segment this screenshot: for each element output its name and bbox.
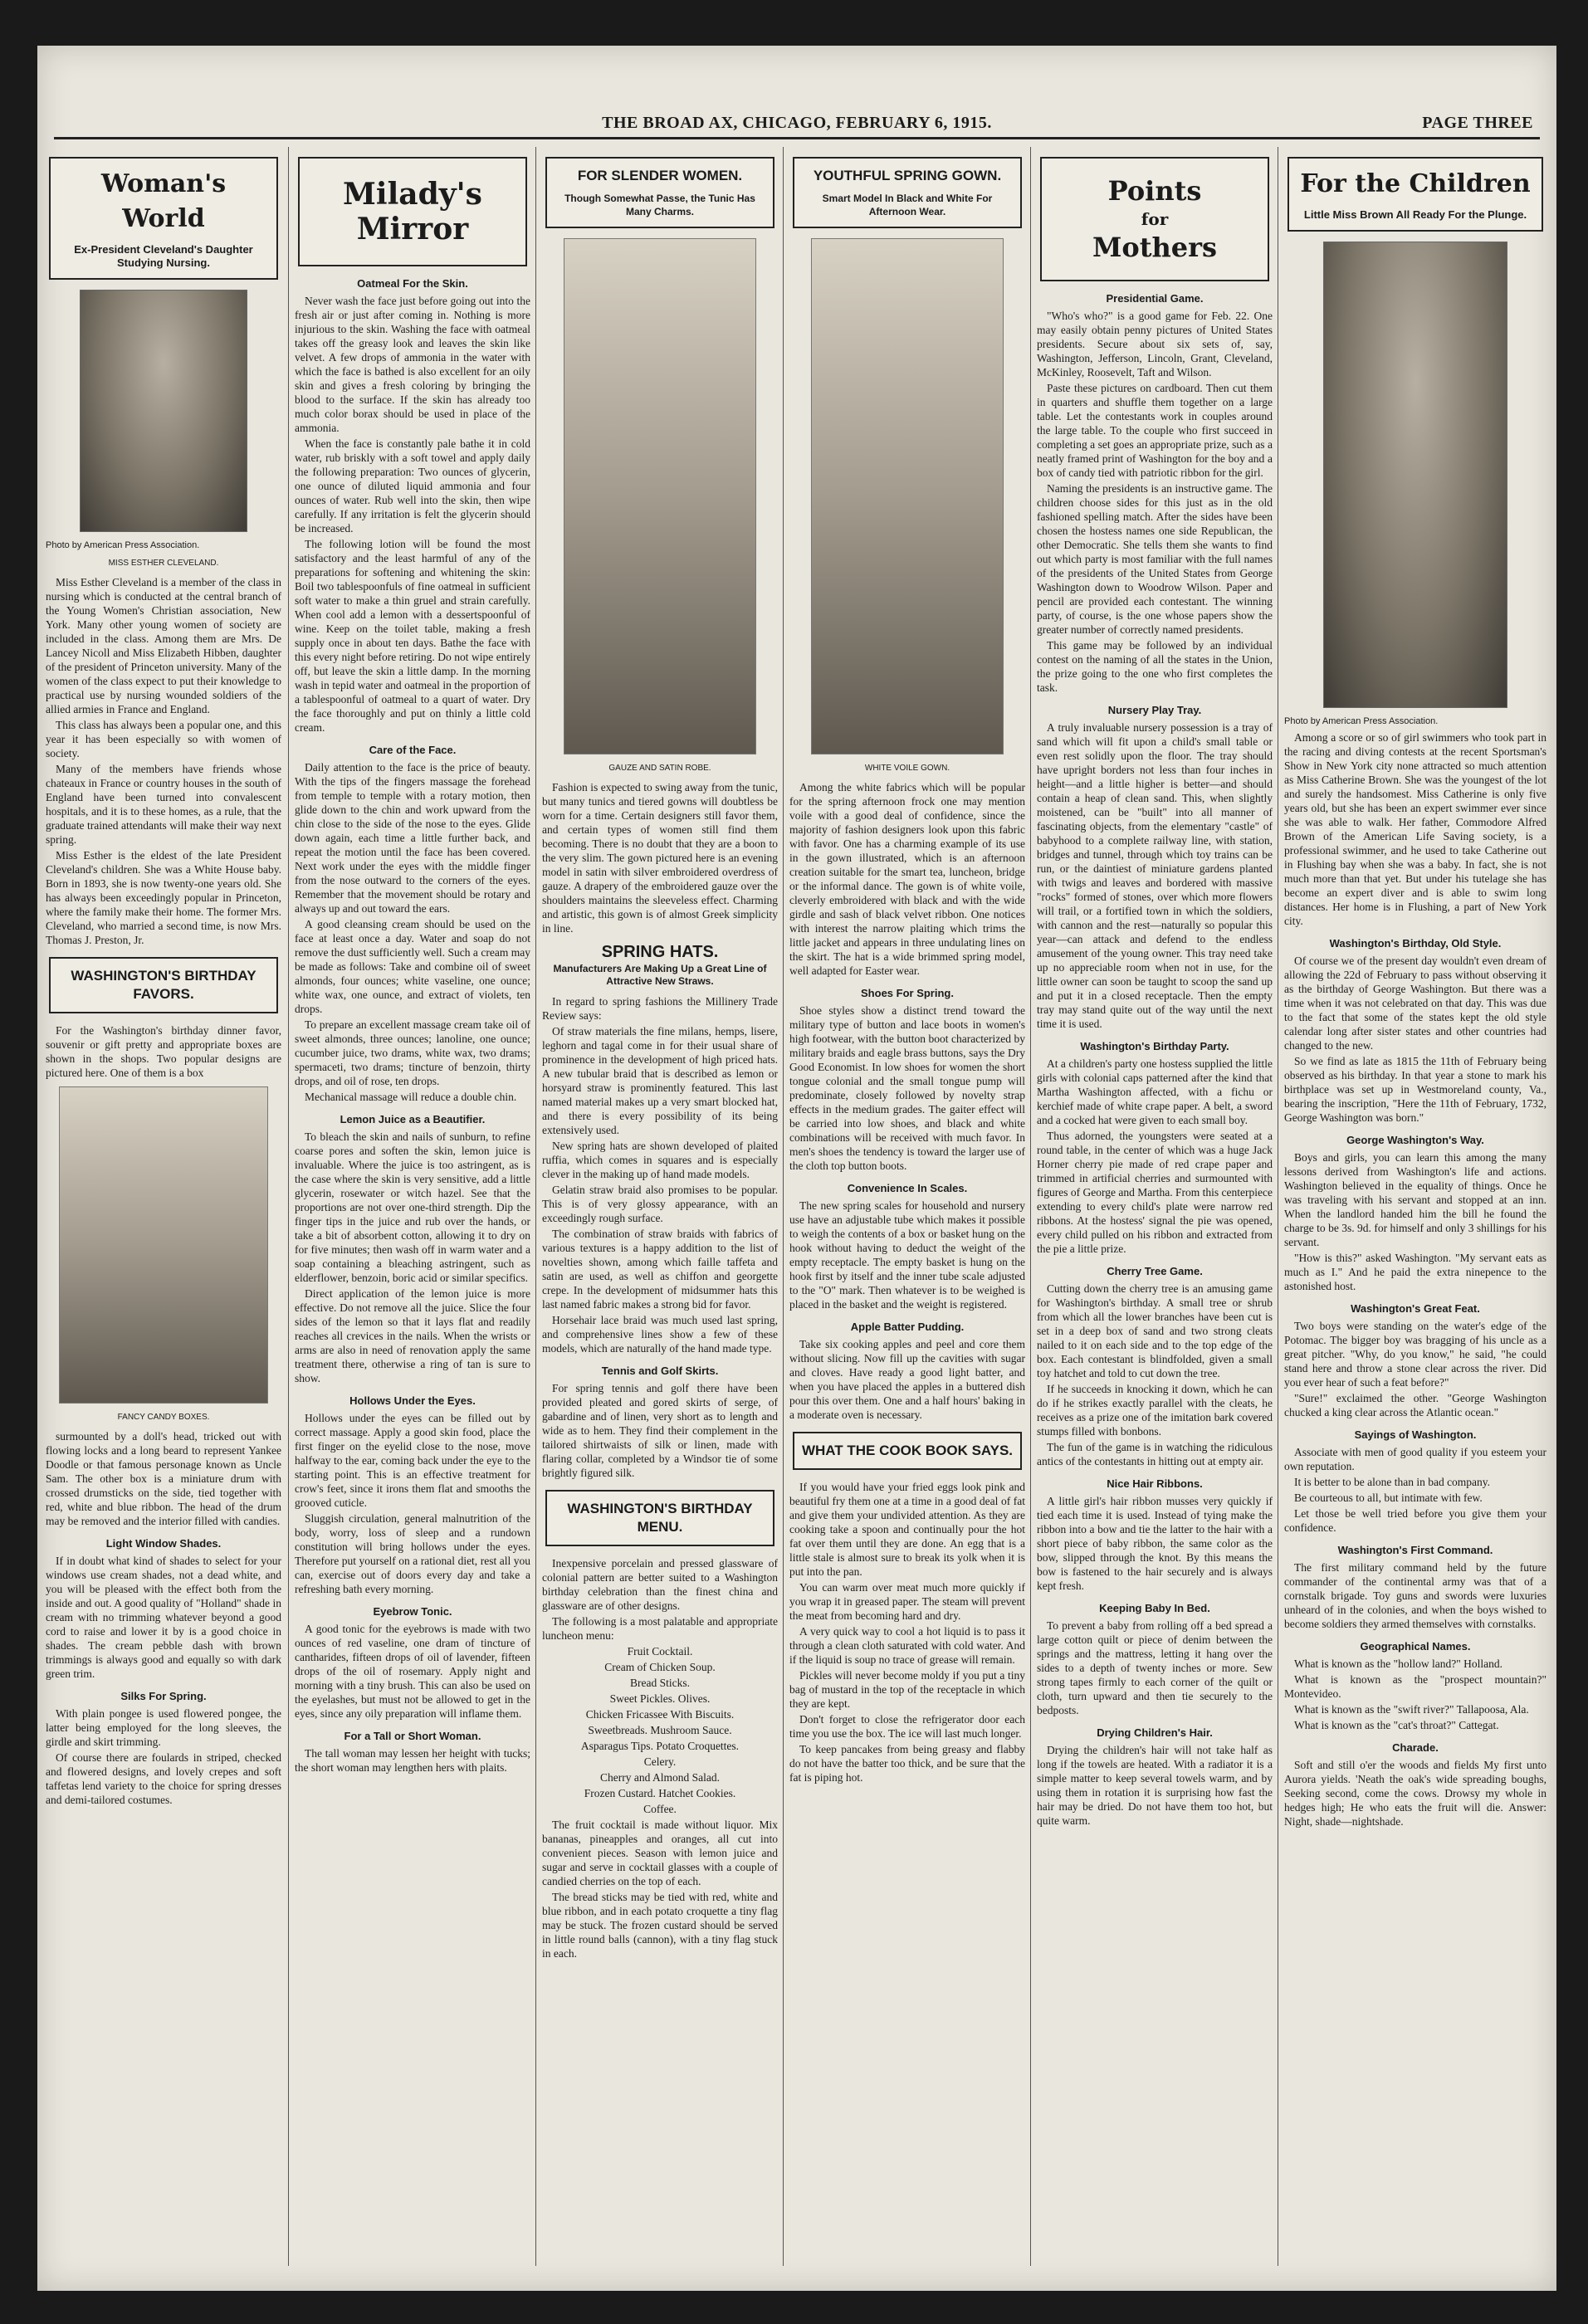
paragraph: Mechanical massage will reduce a double chin. (305, 1091, 517, 1103)
paragraph: The new spring scales for household and nursery use have an adjustable tube which makes it possible to weigh the contents of a box or basket hung on the hook without having to deduct the weight of the empty receptacle. The empty basket is hung on the hook first by itself and the inner tube scale adjusted to the "O" mark. Then whatever is to be weighed is placed in the basket and the weight is registered. (789, 1199, 1025, 1311)
paragraph: "Sure!" exclaimed the other. "George Washington chucked a king clear across the Atlantic ocean." (1284, 1392, 1546, 1418)
figure-caption: WHITE VOILE GOWN. (864, 764, 950, 773)
section-subtitle: Smart Model In Black and White For Afternoon Wear. (822, 193, 993, 217)
section-title: FOR SLENDER WOMEN. (577, 168, 743, 183)
column-youthful-spring-gown (789, 147, 1025, 2274)
photo-credit: Photo by American Press Association. (46, 540, 200, 550)
paragraph: Many of the members have friends whose chateaux in France or country houses in the south of England have been turned into convalescent hospitals, and it is to these homes, as a rule, that the graduate trained attendants will make their way next spring. (46, 763, 281, 846)
paragraph: Boys and girls, you can learn this among the many lessons derived from Washington's life and actions. Washington believed in the equality of things. Once he was traveling with his servant and stopped at an inn. When the landlord handed him the bill he found the charge to be 3s. 9d. for himself and only 3 shillings for his servant. (1284, 1151, 1546, 1248)
paragraph: Direct application of the lemon juice is more effective. Do not remove all the juice. Slice the four sides of the lemon so that it lays flat and readily reaches all crevices in the nails. When the wrists or arms are also in need of renovation apply the same treatment there, otherwise a ring of tan is sure to show. (295, 1287, 530, 1384)
paragraph: Of course we of the present day wouldn't even dream of allowing the 22d of February to pass without observing it as the birthday of George Washington. But there was a time when it was not celebrated on that day. This was due to the fact that some of the states kept the old style calendar long after sister states and other countries had changed to the new. (1284, 954, 1546, 1052)
paragraph: To prepare an excellent massage cream take oil of sweet almonds, three ounces; lanoline, one ounce; cucumber juice, two drams, white wax, two drams; spermaceti, two drams; tincture of benzoin, thirty drops, and oil of rose, ten drops. (295, 1018, 530, 1087)
menu-item: Fruit Cocktail. (627, 1645, 693, 1658)
candy-boxes-illustration (59, 1086, 268, 1404)
subsection-heading: Lemon Juice as a Beautifier. (340, 1113, 486, 1125)
section-subtitle: Ex-President Cleveland's Daughter Studying Nursing. (74, 243, 253, 269)
paragraph: Soft and still o'er the woods and fields My first unto Aurora yields. 'Neath the oak's wide spreading boughs, Seeking second, come the cows. Drowsy my whole in hedges high; He who eats the fruit will die. Answer: Night, shade—nightshade. (1284, 1759, 1546, 1828)
header-box-cook-book (793, 1432, 1022, 1470)
paragraph: The combination of straw braids with fabrics of various textures is a happy addition to the list of novelties shown, among which faille taffeta and satin are used, as well as chiffon and georgette crepe. In the development of midsummer hats this last named fabric makes a strong bid for favor. (542, 1228, 778, 1311)
subsection-heading: Washington's Birthday Party. (1080, 1040, 1229, 1052)
paragraph: A very quick way to cool a hot liquid is to pass it through a clean cloth saturated with cold water. And if the liquid is soup no trace of grease will remain. (789, 1625, 1025, 1666)
subsection-heading: Drying Children's Hair. (1097, 1726, 1213, 1739)
section-title-line2: for (1141, 209, 1169, 229)
paragraph: Hollows under the eyes can be filled out by correct massage. Apply a good skin food, place the first finger on the eyelid close to the nose, move halfway to the ear, coming back under the eye to the starting point. This is an effective treatment for crow's feet, since it irons them flat and smooths the grooved cuticle. (295, 1412, 530, 1509)
column-slender-women (542, 147, 778, 2274)
paragraph: Never wash the face just before going out into the fresh air or just after coming in. Nothing is more injurious to the skin. Washing the face with oatmeal takes off the greasy look and leaves the skin like velvet. A few drops of ammonia in the water with which the face is bathed is also excellent for an oily skin and gives a fresh coloring by bringing the blood to the surface. If the skin has already too much color borax should be used in place of the ammonia. (295, 295, 530, 434)
subsection-heading: Geographical Names. (1360, 1640, 1471, 1653)
column-womans-world (46, 147, 281, 2274)
paragraph: If he succeeds in knocking it down, which he can do if he strikes exactly parallel with the cleats, he receives as a prize one of the imitation bark covered stumps filled with bonbons. (1037, 1383, 1273, 1438)
subsection-heading: Tennis and Golf Skirts. (601, 1365, 719, 1377)
section-title-line2: Mirror (356, 212, 469, 247)
column-rule (783, 147, 784, 2266)
paragraph: A little girl's hair ribbon musses very quickly if tied each time it is used. Instead of tying make the ribbon into a bow and tie the latter to the hair with a short piece of baby ribbon, the same color as the bow, slipped through the knot. By this means the bow is fastened to the hair securely and is always kept fresh. (1037, 1495, 1273, 1592)
paragraph: To bleach the skin and nails of sunburn, to refine coarse pores and soften the skin, lemon juice is invaluable. Where the juice is too astringent, as is the case where the skin is very sensitive, add a little glycerin, rosewater or witch hazel. See that the proportions are not over one-third strength. Dip the finger tips in the juice and rub over the hands, or take a bit of absorbent cotton, allowing it to dry on for five minutes; then wash off in warm water and a soap containing a bleaching astringent, such as elderflower, benzoin, boric acid or similar specifics. (295, 1130, 530, 1284)
page-number: PAGE THREE (1422, 114, 1533, 132)
paragraph: The first military command held by the future commander of the continental army was that of a cornstalk brigade. Toy guns and swords were luxuries unheard of in the colonies, and when the boys wished to become soldiers they armed themselves with cornstalks. (1284, 1561, 1546, 1630)
subsection-heading: Sayings of Washington. (1354, 1428, 1477, 1441)
subsection-heading: Apple Batter Pudding. (850, 1321, 965, 1333)
paragraph: When the face is constantly pale bathe it in cold water, rub briskly with a soft towel and apply daily the following preparation: Two ounces of glycerin, one ounce of diluted liquid ammonia and four ounces of water. Rub well into the skin, then wipe carefully. If any irritation is felt the glycerin should be increased. (295, 437, 530, 535)
masthead-title: THE BROAD AX, CHICAGO, FEBRUARY 6, 1915. (602, 114, 992, 132)
subsection-heading: Silks For Spring. (120, 1690, 207, 1702)
paragraph: "How is this?" asked Washington. "My servant eats as much as I." And he paid the extra ninepence to the astonished host. (1284, 1252, 1546, 1292)
paragraph: With plain pongee is used flowered pongee, the latter being employed for the long sleeves, the girdle and skirt trimming. (46, 1707, 281, 1748)
paragraph: New spring hats are shown developed of plaited ruffia, which comes in squares and is especially clever in the making up of hand made models. (542, 1140, 778, 1180)
paragraph: Thus adorned, the youngsters were seated at a round table, in the center of which was a huge Jack Horner cherry pie made of red crape paper and trimmed in artificial cherries and surmounted with figures of George and Martha. From this centerpiece extending to every child's plate were narrow red ribbons. At the hostess' signal the pie was opened, every child pulled on his ribbon and extracted from the pie a little prize. (1037, 1130, 1273, 1255)
paragraph: Naming the presidents is an instructive game. The children choose sides for this just as in the old fashioned spelling match. After the sides have been chosen the hostess names one side Republican, the other Democratic. She tells them she wants to find out which party is most familiar with the full names of the presidents of the United States from George Washington down to Woodrow Wilson. Paper and pencil are provided each contestant. The winning party, of course, is the one whose papers show the greater number of correctly named presidents. (1037, 482, 1273, 636)
paragraph: Sluggish circulation, general malnutrition of the body, worry, loss of sleep and a rundown constitution will bring hollows under the eyes. Therefore put yourself on a rational diet, rest all you can, exercise out of doors every day and take a refreshing bath every morning. (295, 1512, 530, 1595)
section-title: WHAT THE COOK BOOK SAYS. (801, 1443, 1014, 1458)
menu-item: Cherry and Almond Salad. (600, 1771, 720, 1784)
white-voile-gown-illustration (811, 238, 1004, 754)
subsection-heading: Nice Hair Ribbons. (1107, 1477, 1203, 1490)
menu-item: Celery. (643, 1755, 677, 1768)
paragraph: A truly invaluable nursery possession is a tray of sand which will fit upon a child's small table or even rest solidly upon the floor. The tray should have upright borders not less than four inches in height—and a little higher is better—and should contain a heap of clean sand. This, when slightly moistened, can be "built" into all manner of fascinating objects, from the elementary "castle" of babyhood to a complete railway line, with station, bridges and tunnel, through which toy trains can be run, or the daintiest of miniature gardens planted with twigs and leaves and bordered with massive "rocks" formed of stones, over which more flowers will trail, or a fortified town in which the soldiers, with cannon and the rest—naturally so popular this year—can attack and defend to the endless amusement of the young owner. This tray need take up no appreciable room when not in use, for the little owner can soon be taught to scoop the sand up and put it in a closed receptacle. Then the empty tray may stand quite out of the way until the next time it is used. (1037, 721, 1273, 1030)
section-title: WASHINGTON'S BIRTHDAY MENU. (567, 1501, 753, 1535)
paragraph: So we find as late as 1815 the 11th of February being observed as his birthday. In that year a stone to mark his birthplace was set up in Westmoreland county, Va., bearing the inscription, "Here the 11th of February, 1732, George Washington was born." (1284, 1055, 1546, 1124)
header-box-for-the-children (1288, 157, 1543, 232)
subsection-heading: Nursery Play Tray. (1107, 704, 1202, 716)
paragraph: Inexpensive porcelain and pressed glassware of colonial pattern are better suited to a Washington birthday celebration than the finest china and glassware are of other designs. (542, 1557, 778, 1612)
subsection-heading: Washington's First Command. (1337, 1544, 1493, 1556)
subsection-heading: Hollows Under the Eyes. (349, 1394, 476, 1407)
paragraph: This class has always been a popular one, and this year it has been especially so with women of society. (46, 719, 281, 759)
column-miladys-mirror (295, 147, 530, 2274)
subsection-heading: George Washington's Way. (1346, 1134, 1484, 1146)
swimmer-photo (1323, 242, 1507, 708)
subsection-heading: Oatmeal For the Skin. (357, 277, 468, 290)
column-rule (1030, 147, 1031, 2266)
subsection-heading: Shoes For Spring. (861, 987, 954, 999)
menu-item: Chicken Fricassee With Biscuits. (585, 1708, 735, 1721)
paragraph: Take six cooking apples and peel and core them without slicing. Now fill up the cavities with sugar and cloves. Have ready a good light batter, and when you have placed the apples in a buttered dish pour this over them. One and a half hours' baking in a moderate oven is necessary. (789, 1338, 1025, 1421)
paragraph: Two boys were standing on the water's edge of the Potomac. The bigger boy was bragging of his uncle as a great pitcher. "Why, do you know," he said, "he could stand here and throw a stone clear across the river. Did you ever hear of such a feat before?" (1284, 1320, 1546, 1389)
paragraph: Cutting down the cherry tree is an amusing game for Washington's birthday. A small tree or shrub from which all the lower branches have been cut is set in a deep box of sand and two strong cleats nailed to it on each side and to the top edge of the box. Each contestant is blindfolded, given a small toy hatchet and told to cut down the tree. (1037, 1282, 1273, 1379)
header-box-miladys-mirror (298, 157, 527, 266)
subsection-heading: Cherry Tree Game. (1107, 1265, 1203, 1277)
menu-item: Bread Sticks. (630, 1677, 690, 1689)
column-rule (535, 147, 536, 2266)
section-title-line1: Points (1107, 175, 1202, 207)
portrait-photo (80, 290, 247, 532)
header-box-birthday-menu (545, 1490, 774, 1546)
paragraph: At a children's party one hostess supplied the little girls with colonial caps patterned after the kind that Martha Washington affected, with a fichu or kerchief made of white crape paper. A belt, a sword and a cocked hat were given to each small boy. (1037, 1057, 1273, 1126)
section-title: WASHINGTON'S BIRTHDAY FAVORS. (71, 968, 257, 1002)
paragraph: A good cleansing cream should be used on the face at least once a day. Water and soap do not remove the dust sufficiently well. Such a cream may be made as follows: Take and combine oil of sweet almonds, four ounces; white vaseline, one ounce; white wax, one ounce, and extract of violets, ten drops. (295, 918, 530, 1015)
column-for-the-children (1284, 147, 1546, 2274)
paragraph: The following lotion will be found the most satisfactory and the least harmful of any of the preparations for softening and whitening the skin: Boil two tablespoonfuls of fine oatmeal in sufficient soft water to make a thin gruel and strain carefully. When cool add a lemon with a dessertspoonful of wine. Keep on the toilet table, making a fresh supply once in about ten days. Bathe the face with this every night before retiring. Do not wipe entirely off, but leave the skin a little damp. In the morning wash in tepid water and oatmeal in the proportion of a tablespoonful of oatmeal to a quart of water. Dry the face thoroughly and put on thinly a little cold cream. (295, 538, 530, 734)
gauze-satin-robe-illustration (564, 238, 756, 754)
paragraph: The following is a most palatable and appropriate luncheon menu: (542, 1615, 778, 1642)
paragraph: Drying the children's hair will not take half as long if the towels are heated. With a radiator it is a simple matter to keep several towels warm, and by using them in rotation it is surprising how fast the hair may be dried. Do not have them too hot, but quite warm. (1037, 1744, 1273, 1827)
paragraph: What is known as the "prospect mountain?" Montevideo. (1284, 1673, 1546, 1700)
paragraph: Fashion is expected to swing away from the tunic, but many tunics and tiered gowns will doubtless be worn for a time. Certain designers still favor them, and certain types of women still find them becoming. There is no doubt that they are a boon to the very slim. The gown pictured here is an evening model in satin with silver embroidered overdress of gauze. A drapery of the embroidered gauze over the shoulders maintains the sleeveless effect. Charming and artistic, this gown is of almost Greek simplicity in line. (542, 781, 778, 935)
paragraph: "Who's who?" is a good game for Feb. 22. One may easily obtain penny pictures of United States presidents. Secure about six sets of, say, Washington, Jefferson, Lincoln, Grant, Cleveland, McKinley, Roosevelt, Taft and Wilson. (1037, 310, 1273, 378)
paragraph: Among a score or so of girl swimmers who took part in the racing and diving contests at the recent Sportsman's Show in New York city none attracted so much attention as Miss Catherine Brown. She was the youngest of the lot and surely the handsomest. Miss Catherine is only five years old, but she has been an expert swimmer ever since she was able to walk. Her father, Commodore Alfred Brown of the American Life Saving society, is a professional swimmer, and he used to take Catherine out in Flushing bay when she was a baby. In fact, she is not much more than that yet. But under his tutelage she has become an expert diver and is able to swim long distances. Her home is in Flushing, a part of New York city. (1284, 731, 1546, 927)
paragraph: If in doubt what kind of shades to select for your windows use cream shades, not a dead white, and you will be pleased with the effect both from the inside and out. A good quality of "Holland" shade in cream with no trimming whatever beyond a good cord to raise and lower it by is a good choice in shades. The cream pebble dash with brown trimmings is always good and equally so with dark green trim. (46, 1555, 281, 1680)
paragraph: Paste these pictures on cardboard. Then cut them in quarters and shuffle them together on a large table. Let the contestants work in couples around the large table. To the couple who first succeed in completing a set goes an appropriate prize, such as a neatly framed print of Washington for the boy and a box of candy tied with patriotic ribbon for the girl. (1037, 382, 1273, 479)
paragraph: To keep pancakes from being greasy and flabby do not have the batter too thick, and be sure that the fat is piping hot. (789, 1743, 1025, 1784)
header-box-points-for-mothers (1040, 157, 1269, 281)
menu-item: Cream of Chicken Soup. (604, 1661, 716, 1673)
paragraph: What is known as the "cat's throat?" Cattegat. (1294, 1719, 1499, 1731)
paragraph: Miss Esther is the eldest of the late President Cleveland's children. She was a White House baby. Born in 1893, she is now twenty-one years old. She has always been exceedingly popular in Princeton, where the family make their home. The former Mrs. Cleveland, who married a second time, is now Mrs. Thomas J. Preston, Jr. (46, 849, 281, 946)
paragraph: What is known as the "swift river?" Tallapoosa, Ala. (1294, 1703, 1529, 1716)
subsection-heading: Presidential Game. (1106, 292, 1204, 305)
subsection-heading: For a Tall or Short Woman. (344, 1730, 481, 1742)
paragraph: Associate with men of good quality if you esteem your own reputation. (1284, 1446, 1546, 1472)
figure-caption: GAUZE AND SATIN ROBE. (608, 764, 711, 773)
paragraph: The tall woman may lessen her height with tucks; the short woman may lengthen hers with plaits. (295, 1747, 530, 1774)
paragraph: Of course there are foulards in striped, checked and flowered designs, and lovely crepes and soft taffetas lend variety to the choice for spring dresses and demi-tailored costumes. (46, 1751, 281, 1806)
paragraph: Shoe styles show a distinct trend toward the military type of button and lace boots in women's high footwear, with the button boot characterized by military braids and eagle brass buttons, says the Dry Good Economist. In low shoes for women the short tongue colonial and the small tongue pump will predominate, closely followed by novelty strap effects in the medium grades. The gaiter effect will be carried into low shoes, and black and white combinations will be received with much favor. In men's shoes the tendency is toward the larger use of the cloth top button boots. (789, 1004, 1025, 1172)
column-points-for-mothers (1037, 147, 1273, 2274)
menu-item: Coffee. (643, 1803, 677, 1815)
menu-item: Sweet Pickles. Olives. (609, 1692, 711, 1705)
paragraph: This game may be followed by an individual contest on the naming of all the states in the Union, the prize going to the one who first completes the task. (1037, 639, 1273, 694)
paragraph: The bread sticks may be tied with red, white and blue ribbon, and in each potato croquette a tiny flag may be stuck. The frozen custard should be served in little round balls (cannon), with a tiny flag stuck in each. (542, 1891, 778, 1960)
menu-item: Asparagus Tips. Potato Croquettes. (580, 1740, 740, 1752)
subsection-heading: Washington's Great Feat. (1351, 1302, 1480, 1315)
subsection-heading: Light Window Shades. (105, 1537, 222, 1550)
paragraph: Let those be well tried before you give them your confidence. (1284, 1507, 1546, 1534)
header-box-womans-world (49, 157, 278, 280)
subsection-heading: Washington's Birthday, Old Style. (1329, 937, 1502, 950)
paragraph: Of straw materials the fine milans, hemps, lisere, leghorn and tagal come in for their usual share of prominence in the development of high priced hats. A new tubular braid that is described as lemon or horsyard straw is prominently featured. This last named material makes up a very smart blocked hat, and there is every possibility of its being extensively used. (542, 1025, 778, 1136)
paragraph: For the Washington's birthday dinner favor, souvenir or gift pretty and appropriate boxes are shown in the shops. Two popular designs are pictured here. One of them is a box (46, 1024, 281, 1079)
article-subheadline: Manufacturers Are Making Up a Great Line of Attractive New Straws. (553, 963, 767, 987)
article-headline: SPRING HATS. (601, 943, 719, 961)
paragraph: Horsehair lace braid was much used last spring, and comprehensive lines show a few of these models, which are naturally of the hand made type. (542, 1314, 778, 1355)
column-rule (288, 147, 289, 2266)
paragraph: In regard to spring fashions the Millinery Trade Review says: (542, 995, 778, 1022)
paragraph: A good tonic for the eyebrows is made with two ounces of red vaseline, one dram of tincture of cantharides, fifteen drops of oil of lavender, fifteen drops of the oil of rosemary. Apply night and morning with a tiny brush. This can also be used on the eyelashes, but must not be allowed to get in the eyes, since any oily preparation will inflame them. (295, 1623, 530, 1720)
subsection-heading: Convenience In Scales. (847, 1182, 968, 1194)
subsection-heading: Care of the Face. (369, 744, 457, 756)
photo-credit: Photo by American Press Association. (1284, 716, 1439, 726)
section-title: Woman's World (100, 169, 227, 233)
figure-caption: FANCY CANDY BOXES. (117, 1413, 210, 1422)
masthead (37, 110, 1556, 134)
paragraph: Don't forget to close the refrigerator door each time you use the box. The ice will last much longer. (789, 1713, 1025, 1740)
header-box-slender-women (545, 157, 774, 228)
section-title: YOUTHFUL SPRING GOWN. (813, 168, 1002, 183)
header-box-birthday-favors (49, 957, 278, 1013)
newspaper-page (37, 46, 1556, 2291)
section-subtitle: Little Miss Brown All Ready For the Plunge. (1303, 208, 1527, 221)
paragraph: Gelatin straw braid also promises to be popular. This is of very glossy appearance, with an exceedingly rough surface. (542, 1184, 778, 1224)
paragraph: The fun of the game is in watching the ridiculous antics of the contestants in hitting out at empty air. (1037, 1441, 1273, 1467)
menu-item: Frozen Custard. Hatchet Cookies. (584, 1787, 736, 1799)
section-subtitle: Though Somewhat Passe, the Tunic Has Many Charms. (564, 193, 755, 217)
masthead-rule (54, 137, 1540, 139)
paragraph: It is better to be alone than in bad company. (1294, 1476, 1491, 1488)
subsection-heading: Eyebrow Tonic. (373, 1605, 452, 1618)
paragraph: Pickles will never become moldy if you put a tiny bag of mustard in the top of the receptacle in which they are kept. (789, 1669, 1025, 1710)
paragraph: To prevent a baby from rolling off a bed spread a large cotton quilt or piece of denim between the springs and the mattress, letting it hang over the sides to a depth of twenty inches or more. Sew strong tapes firmly to each corner of the quilt or cloth, turn upward and then tie securely to the bedposts. (1037, 1619, 1273, 1716)
section-title: For the Children (1300, 169, 1531, 198)
paragraph: surmounted by a doll's head, tricked out with flowing locks and a long beard to represent Yankee Doodle or that famous personage known as Uncle Sam. The other box is a miniature drum with crossed drumsticks on the side, tied together with red, white and blue ribbon. The head of the drum may be removed and the interior filled with candies. (46, 1430, 281, 1527)
section-title-line3: Mothers (1092, 232, 1218, 263)
photo-caption: MISS ESTHER CLEVELAND. (108, 559, 219, 568)
paragraph: The fruit cocktail is made without liquor. Mix bananas, pineapples and oranges, all cut into convenient pieces. Season with lemon juice and sugar and serve in cocktail glasses with a couple of candied cherries on the top of each. (542, 1819, 778, 1887)
paragraph: Daily attention to the face is the price of beauty. With the tips of the fingers massage the forehead from temple to temple with a rotary motion, then glide down to the chin and work upward from the chin close to the side of the nose to the eyes. Glide down again, each time a little further back, and repeat the motion until the face has been covered. Next work under the eyes with the middle finger from the nose outward to the corners of the eyes. Remember that the movement should be rotary and always up and out toward the ears. (295, 761, 530, 915)
menu-item: Sweetbreads. Mushroom Sauce. (588, 1724, 732, 1736)
paragraph: What is known as the "hollow land?" Holland. (1294, 1658, 1502, 1670)
header-box-spring-gown (793, 157, 1022, 228)
paragraph: Be courteous to all, but intimate with few. (1294, 1492, 1483, 1504)
paragraph: You can warm over meat much more quickly if you wrap it in greased paper. The steam will prevent the meat from becoming hard and dry. (789, 1581, 1025, 1622)
subsection-heading: Keeping Baby In Bed. (1099, 1602, 1210, 1614)
paragraph: If you would have your fried eggs look pink and beautiful fry them one at a time in a good deal of fat and give them your undivided attention. As they are cooking take a spoon and continually pour the hot fat over them until they are done. An egg that is a little stale is almost sure to break its yolk when it is put into the pan. (789, 1481, 1025, 1578)
section-title-line1: Milady's (343, 177, 482, 212)
paragraph: For spring tennis and golf there have been provided pleated and gored skirts of serge, of gabardine and of linen, very short as to length and wide as to hem. They find their complement in the tailored shirtwaists of silk or linen, made with flaring collar, completed by a Windsor tie of some brightly figured silk. (542, 1382, 778, 1479)
paragraph: Among the white fabrics which will be popular for the spring afternoon frock one may mention voile with a good deal of confidence, since the majority of fashion designers look upon this fabric with favor. One has a charming example of its use in the gown illustrated, which is an afternoon creation suitable for the smart tea, luncheon, bridge or the informal dance. The gown is of white voile, cleverly embroidered with black and with the wide girdle and sash of black velvet ribbon. One notices with interest the narrow plaiting which trims the little jacket and appears in three undulating lines on the skirt. The hat is a wide brimmed spring model, well adapted for Easter wear. (789, 781, 1025, 977)
paragraph: Miss Esther Cleveland is a member of the class in nursing which is conducted at the central branch of the Young Women's Christian association, New York. Many other young women of society are included in the class. Among them are Mrs. De Lancey Nicoll and Miss Elizabeth Hibben, daughter of the president of Princeton university. Many of the women of the class expect to put their knowledge to practical use by nursing wounded soldiers of the allied armies in France and England. (46, 576, 281, 715)
subsection-heading: Charade. (1392, 1741, 1439, 1754)
